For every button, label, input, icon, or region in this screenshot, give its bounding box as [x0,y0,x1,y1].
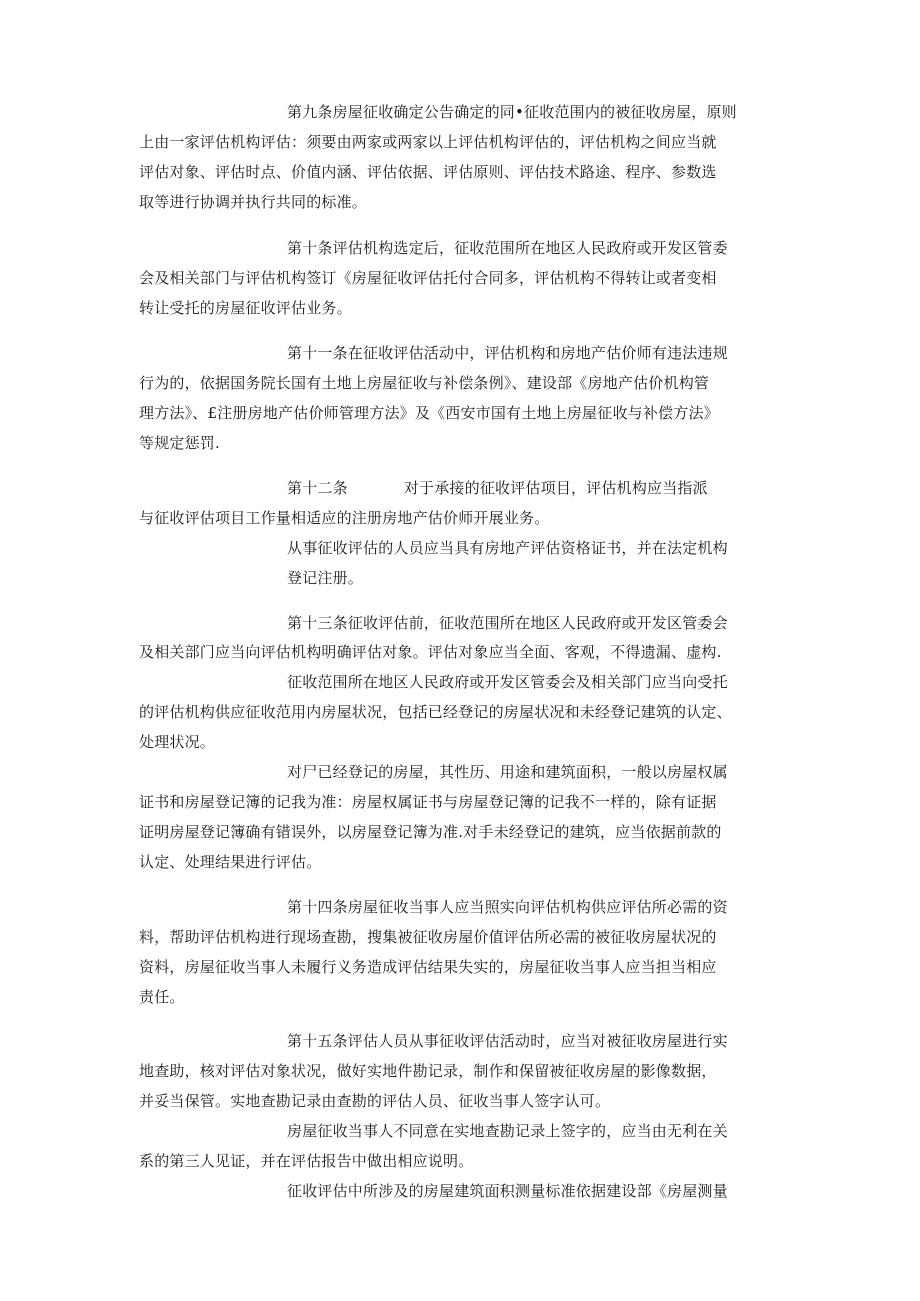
art15-para3-line-1: 征收评估中所涉及的房屋建筑面积测量标准依据建设部《房屋测量 [287,1182,728,1200]
art13-para2-line-1: 征收范围所在地区人民政府或开发区管委会及相关部门应当向受托 [287,673,728,691]
art15-para2-line-2: 系的第三人见证，并在评估报告中做出相应说明。 [139,1152,474,1170]
art9-line-3: 评估对象、评估时点、价值内涵、评估依据、评估原则、评估技术路途、程序、参数选 [139,163,717,181]
art13-line-1: 第十三条征收评估前，征收范围所在地区人民政府或开发区管委会 [287,614,728,632]
art9-line-1: 第九条房屋征收确定公告确定的同•征收范围内的被征收房屋，原则 [287,103,737,121]
art15-para2-line-1: 房屋征收当事人不同意在实地查勘记录上签字的，应当由无利在关 [287,1122,728,1140]
art13-para3-line-2: 证书和房屋登记簿的记我为准：房屋权属证书与房屋登记簿的记我不一样的，除有证据 [139,793,717,811]
art11-line-1: 第十一条在征收评估活动中，评估机构和房地产估价师有违法违规 [287,344,728,362]
art11-line-2: 行为的，依据国务院长国有土地上房屋征收与补偿条例》、建设部《房地产估价机构管 [139,374,710,392]
art10-line-1: 第十条评估机构选定后，征收范围所在地区人民政府或开发区管委 [287,239,728,257]
art12-line-1 [287,479,708,497]
art12-para2-line-1: 从事征收评估的人员应当具有房地产评估资格证书，并在法定机构 [287,539,728,557]
art13-para2-line-3: 处理状况。 [139,733,216,751]
art14-line-2: 料，帮助评估机构进行现场查勘，搜集被征收房屋价值评估所必需的被征收房屋状况的 [139,928,717,946]
art12-text: 对于承接的征收评估项目，评估机构应当指派 [403,479,708,497]
art15-line-1: 第十五条评估人员从事征收评估活动时，应当对被征收房屋进行实 [287,1032,728,1050]
art12-line-2: 与征收评估项目工作量相适应的注册房地产估价师开展业务。 [139,509,550,527]
art15-line-3: 并妥当保管。实地查勘记录由查勘的评估人员、征收当事人签字认可。 [139,1092,611,1110]
art12-heading: 第十二条 [287,479,348,497]
art12-para2-line-2: 登记注册。 [287,569,364,587]
art9-line-4: 取等进行协调并执行共同的标准。 [139,193,368,211]
art14-line-3: 资料，房屋征收当事人未履行义务造成评估结果失实的，房屋征收当事人应当担当相应 [139,958,717,976]
art13-para2-line-2: 的评估机构供应征收范用内房屋状况，包括已经登记的房屋状况和未经登记建筑的认定、 [139,703,732,721]
art13-para3-line-1: 对尸已经登记的房屋，其性历、用途和建筑面积，一般以房屋权属 [287,763,728,781]
art13-line-2: 及相关部门应当向评估机构明确评估对象。评估对象应当全面、客观，不得遗漏、虚构. [139,643,722,661]
art15-line-2: 地查助，核对评估对象状况，做好实地件勘记录，制作和保留被征收房屋的影像数据， [139,1062,717,1080]
art13-para3-line-4: 认定、处理结果进行评估。 [139,853,322,871]
art14-line-4: 责任。 [139,988,185,1006]
art14-line-1: 第十四条房屋征收当事人应当照实向评估机构供应评估所必需的资 [287,898,728,916]
art11-line-3: 理方法》、£注册房地产估价师管理方法》及《西安市国有土地上房屋征收与补偿方法》 [139,404,719,422]
art10-line-2: 会及相关部门与评估机构签订《房屋征收评估托付合同多，评估机构不得转让或者变相 [139,269,717,287]
art9-line-2: 上由一家评估机构评估：须要由两家或两家以上评估机构评估的，评估机构之间应当就 [139,133,717,151]
art11-line-4: 等规定惩罚. [139,434,220,452]
art10-line-3: 转让受托的房屋征收评估业务。 [139,299,352,317]
art13-para3-line-3: 证明房屋登记簿确有错误外，以房屋登记簿为准.对手未经登记的建筑，应当依据前款的 [139,823,722,841]
